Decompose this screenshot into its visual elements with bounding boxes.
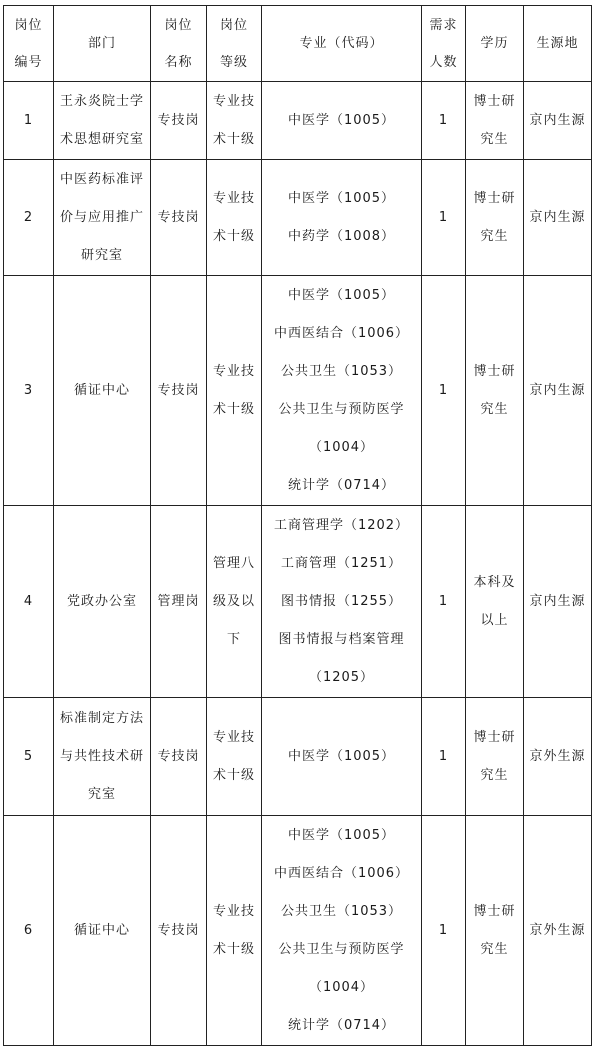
cell-education [466, 276, 524, 506]
cell-department [54, 816, 151, 1046]
cell-department-line: 标准制定方法 [59, 710, 144, 726]
cell-major-line: 中药学（1008） [287, 228, 396, 244]
cell-origin [524, 506, 592, 698]
cell-post-name-text: 管理岗 [157, 593, 200, 609]
cell-department-line: 与共性技术研 [59, 748, 144, 764]
header-text: 名称 [164, 54, 193, 70]
cell-department-line: 研究室 [80, 247, 123, 263]
header-text: 岗位 [164, 17, 193, 33]
cell-major-line: （1004） [308, 979, 375, 995]
cell-education [466, 160, 524, 276]
cell-department-line: 王永炎院士学 [59, 93, 144, 109]
cell-post-number-text: 4 [23, 593, 34, 609]
header-post-grade [207, 6, 262, 82]
table-row [4, 276, 592, 506]
header-major [262, 6, 422, 82]
cell-headcount [422, 506, 466, 698]
cell-post-grade-line: 管理八 [212, 555, 255, 571]
cell-post-name-text: 专技岗 [157, 922, 200, 938]
cell-headcount-text: 1 [438, 593, 449, 609]
cell-department-line: 中医药标准评 [59, 171, 144, 187]
cell-education [466, 82, 524, 160]
cell-origin-text: 京内生源 [529, 382, 586, 398]
cell-post-grade-line: 术十级 [212, 767, 255, 783]
header-department [54, 6, 151, 82]
cell-post-grade [207, 698, 262, 816]
cell-headcount [422, 160, 466, 276]
cell-post-grade-line: 术十级 [212, 941, 255, 957]
cell-department-line: 循证中心 [73, 922, 130, 938]
cell-post-number [4, 506, 54, 698]
header-text: 人数 [429, 54, 458, 70]
cell-headcount-text: 1 [438, 209, 449, 225]
cell-major-line: 中医学（1005） [287, 190, 396, 206]
cell-major-line: 统计学（0714） [287, 477, 396, 493]
cell-post-name-text: 专技岗 [157, 209, 200, 225]
cell-education [466, 698, 524, 816]
cell-education-line: 本科及 [473, 574, 516, 590]
cell-major [262, 698, 422, 816]
table-row [4, 82, 592, 160]
cell-post-number [4, 698, 54, 816]
header-text: 部门 [87, 36, 116, 51]
cell-education-line: 究生 [480, 228, 509, 244]
cell-headcount [422, 698, 466, 816]
header-text: 等级 [219, 54, 248, 70]
table-header-row [4, 6, 592, 82]
cell-education-line: 究生 [480, 767, 509, 783]
table-body [4, 6, 592, 1046]
cell-post-grade-line: 术十级 [212, 401, 255, 417]
cell-major-line: 公共卫生与预防医学 [278, 401, 405, 417]
cell-major-line: 图书情报（1255） [280, 593, 403, 609]
cell-major [262, 82, 422, 160]
cell-major-line: 中医学（1005） [287, 827, 396, 843]
cell-department-line: 究室 [87, 786, 116, 802]
cell-headcount [422, 82, 466, 160]
cell-post-number [4, 276, 54, 506]
cell-department [54, 276, 151, 506]
cell-origin-text: 京外生源 [529, 922, 586, 938]
cell-major [262, 276, 422, 506]
cell-post-number [4, 82, 54, 160]
cell-department [54, 698, 151, 816]
header-education [466, 6, 524, 82]
cell-major-line: 中医学（1005） [287, 112, 396, 128]
cell-headcount-text: 1 [438, 382, 449, 398]
cell-headcount-text: 1 [438, 748, 449, 764]
cell-department [54, 160, 151, 276]
cell-post-name-text: 专技岗 [157, 748, 200, 764]
cell-department-line: 党政办公室 [66, 593, 137, 609]
header-text: 岗位 [219, 17, 248, 33]
cell-major-line: 公共卫生（1053） [280, 903, 403, 919]
cell-department-line: 价与应用推广 [59, 209, 144, 225]
cell-post-grade-line: 专业技 [212, 903, 255, 919]
cell-education-line: 博士研 [473, 93, 516, 109]
header-text: 需求 [429, 17, 458, 33]
cell-post-number-text: 3 [23, 382, 34, 398]
cell-post-name [151, 276, 207, 506]
cell-headcount [422, 816, 466, 1046]
cell-major-line: 统计学（0714） [287, 1017, 396, 1033]
cell-major [262, 506, 422, 698]
cell-post-grade-line: 专业技 [212, 363, 255, 379]
cell-education-line: 博士研 [473, 903, 516, 919]
header-text: 专业（代码） [299, 36, 384, 51]
cell-headcount-text: 1 [438, 922, 449, 938]
header-origin [524, 6, 592, 82]
cell-education-line: 究生 [480, 401, 509, 417]
cell-education [466, 506, 524, 698]
cell-post-number [4, 816, 54, 1046]
cell-origin-text: 京外生源 [529, 748, 586, 764]
cell-major-line: 工商管理学（1202） [273, 517, 410, 533]
table-row [4, 160, 592, 276]
cell-major-line: 中医学（1005） [287, 748, 396, 764]
recruitment-table [3, 5, 592, 1046]
cell-major [262, 160, 422, 276]
recruitment-table-container [3, 5, 591, 1045]
header-text: 编号 [14, 54, 43, 70]
cell-post-grade-line: 术十级 [212, 228, 255, 244]
cell-origin-text: 京内生源 [529, 593, 586, 609]
cell-post-grade-line: 专业技 [212, 190, 255, 206]
cell-department [54, 506, 151, 698]
cell-post-number-text: 2 [23, 209, 34, 225]
cell-department [54, 82, 151, 160]
cell-post-number [4, 160, 54, 276]
cell-post-number-text: 6 [23, 922, 34, 938]
cell-origin-text: 京内生源 [529, 112, 586, 128]
cell-education-line: 究生 [480, 941, 509, 957]
cell-post-grade-line: 专业技 [212, 93, 255, 109]
cell-headcount [422, 276, 466, 506]
cell-post-name [151, 698, 207, 816]
cell-post-grade [207, 816, 262, 1046]
header-headcount [422, 6, 466, 82]
cell-origin [524, 816, 592, 1046]
cell-major [262, 816, 422, 1046]
header-text: 岗位 [14, 17, 43, 33]
cell-major-line: （1205） [308, 669, 375, 685]
cell-major-line: 工商管理（1251） [280, 555, 403, 571]
cell-post-number-text: 1 [23, 112, 34, 128]
table-row [4, 506, 592, 698]
cell-post-name [151, 506, 207, 698]
cell-post-number-text: 5 [23, 748, 34, 764]
cell-post-name [151, 816, 207, 1046]
cell-post-name-text: 专技岗 [157, 112, 200, 128]
cell-post-grade-line: 下 [226, 631, 241, 647]
header-text: 生源地 [536, 36, 579, 51]
cell-major-line: 中西医结合（1006） [273, 325, 410, 341]
cell-education-line: 博士研 [473, 190, 516, 206]
cell-post-grade [207, 276, 262, 506]
cell-department-line: 循证中心 [73, 382, 130, 398]
header-post-name [151, 6, 207, 82]
cell-origin [524, 160, 592, 276]
cell-post-grade-line: 术十级 [212, 131, 255, 147]
cell-major-line: 中西医结合（1006） [273, 865, 410, 881]
cell-post-grade [207, 506, 262, 698]
cell-major-line: 公共卫生（1053） [280, 363, 403, 379]
cell-education-line: 博士研 [473, 363, 516, 379]
cell-post-grade [207, 82, 262, 160]
cell-post-grade [207, 160, 262, 276]
cell-department-line: 术思想研究室 [59, 131, 144, 147]
cell-major-line: （1004） [308, 439, 375, 455]
table-row [4, 698, 592, 816]
cell-origin [524, 698, 592, 816]
cell-post-grade-line: 专业技 [212, 729, 255, 745]
cell-origin [524, 82, 592, 160]
cell-post-name [151, 82, 207, 160]
cell-education-line: 博士研 [473, 729, 516, 745]
header-post-number [4, 6, 54, 82]
cell-post-name-text: 专技岗 [157, 382, 200, 398]
cell-education [466, 816, 524, 1046]
table-row [4, 816, 592, 1046]
cell-major-line: 中医学（1005） [287, 287, 396, 303]
cell-origin-text: 京内生源 [529, 209, 586, 225]
cell-headcount-text: 1 [438, 112, 449, 128]
cell-education-line: 以上 [480, 612, 509, 628]
cell-post-grade-line: 级及以 [212, 593, 255, 609]
cell-post-name [151, 160, 207, 276]
header-text: 学历 [480, 36, 509, 51]
cell-origin [524, 276, 592, 506]
cell-major-line: 图书情报与档案管理 [278, 631, 405, 647]
cell-major-line: 公共卫生与预防医学 [278, 941, 405, 957]
cell-education-line: 究生 [480, 131, 509, 147]
